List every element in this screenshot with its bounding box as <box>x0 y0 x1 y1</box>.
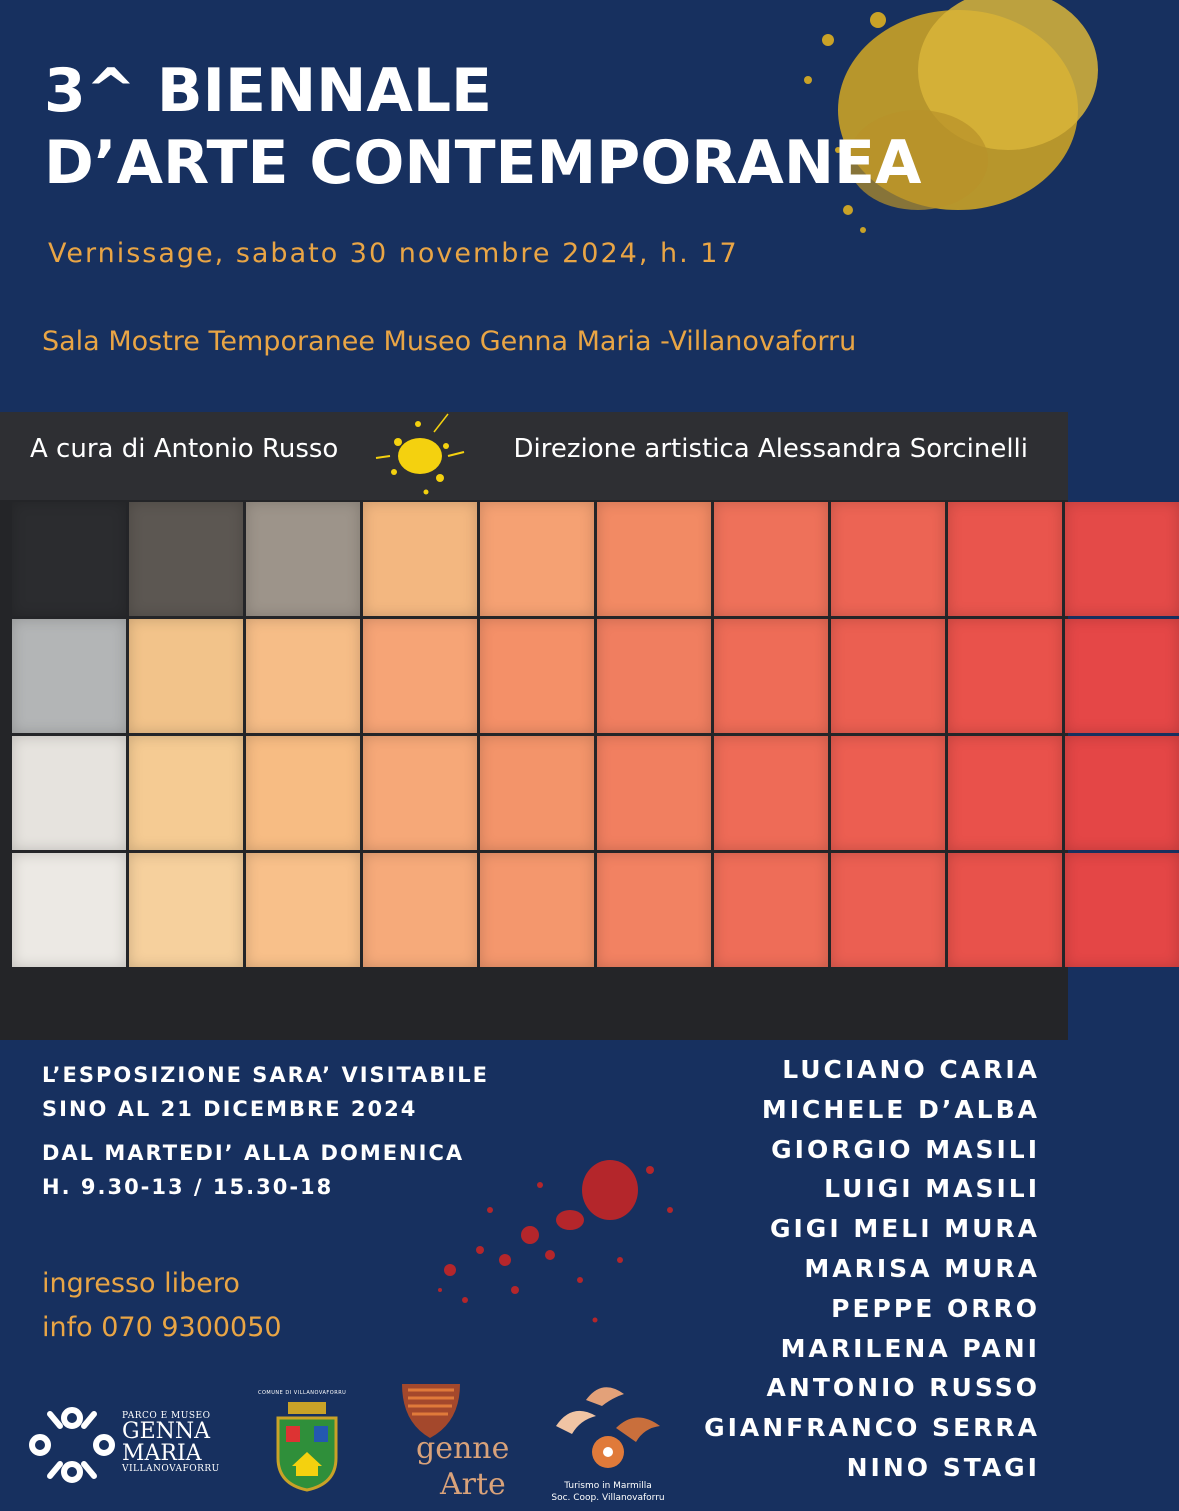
yellow-paint-splash-icon <box>368 412 468 500</box>
genne-arte-genne-text: genne <box>416 1431 510 1466</box>
artwork-tile <box>1065 619 1179 733</box>
credits-band <box>0 412 1068 500</box>
genne-arte-logo-icon <box>400 1382 510 1504</box>
artwork-image <box>0 500 1068 1040</box>
artwork-tile <box>1065 853 1179 967</box>
artwork-tile <box>831 502 945 616</box>
artist-name: ANTONIO RUSSO <box>766 1373 1040 1403</box>
director-credit: Direzione artistica Alessandra Sorcinelli <box>513 434 1028 464</box>
artwork-tile <box>129 619 243 733</box>
vernissage-date: Vernissage, sabato 30 novembre 2024, h. 17 <box>48 238 739 269</box>
artwork-tile <box>480 736 594 850</box>
title-line-2: D’ARTE CONTEMPORANEA <box>44 128 922 198</box>
artwork-tile <box>948 619 1062 733</box>
genna-maria-logo-icon <box>26 1404 118 1486</box>
artist-name: GIGI MELI MURA <box>769 1214 1040 1244</box>
venue: Sala Mostre Temporanee Museo Genna Maria -Villanovaforru <box>42 326 857 357</box>
genna-maria-logo-text: PARCO E MUSEO GENNA MARIA VILLANOVAFORRU <box>122 1411 220 1474</box>
artwork-tile <box>246 736 360 850</box>
artist-name: MARILENA PANI <box>780 1333 1040 1363</box>
artwork-tile <box>363 853 477 967</box>
artwork-tile <box>714 736 828 850</box>
turismo-marmilla-logo-icon <box>552 1382 664 1478</box>
artwork-tile <box>948 736 1062 850</box>
artwork-tile <box>12 502 126 616</box>
artwork-tile <box>129 502 243 616</box>
artwork-tile <box>363 502 477 616</box>
curator-credit: A cura di Antonio Russo <box>30 434 339 464</box>
turismo-marmilla-text: Turismo in Marmilla Soc. Coop. Villanovaforru <box>551 1481 665 1503</box>
artwork-tile <box>831 736 945 850</box>
artwork-tile <box>1065 502 1179 616</box>
artwork-tile <box>597 853 711 967</box>
artwork-tile <box>129 853 243 967</box>
page-title <box>44 55 921 199</box>
artist-name: LUIGI MASILI <box>824 1174 1040 1204</box>
artwork-tile <box>129 736 243 850</box>
red-paint-splash <box>420 1140 720 1340</box>
artwork-tile <box>246 502 360 616</box>
artwork-tile <box>12 853 126 967</box>
artwork-tile <box>480 619 594 733</box>
artwork-tile <box>12 736 126 850</box>
artwork-tile <box>363 619 477 733</box>
artwork-tile <box>714 619 828 733</box>
artwork-tile <box>831 853 945 967</box>
villanovaforru-coat-of-arms-icon <box>272 1400 342 1492</box>
info-phone: info 070 9300050 <box>42 1312 282 1343</box>
artwork-tile <box>246 853 360 967</box>
exhibition-line: H. 9.30-13 / 15.30-18 <box>42 1175 334 1199</box>
artwork-tile <box>597 502 711 616</box>
genne-arte-arte-text: Arte <box>440 1467 506 1502</box>
artwork-tile <box>363 736 477 850</box>
sponsor-logos <box>0 1378 1068 1511</box>
admission-info <box>42 1262 282 1350</box>
title-line-1: 3^ BIENNALE <box>44 56 493 126</box>
artwork-tile <box>714 853 828 967</box>
artist-name: LUCIANO CARIA <box>782 1055 1040 1084</box>
artist-name: MARISA MURA <box>804 1253 1040 1283</box>
artist-name: GIORGIO MASILI <box>771 1134 1040 1164</box>
artwork-tile <box>948 853 1062 967</box>
artist-name: MICHELE D’ALBA <box>761 1094 1040 1124</box>
artwork-tile <box>480 502 594 616</box>
free-admission: ingresso libero <box>42 1268 240 1299</box>
artwork-tile <box>12 619 126 733</box>
artist-name: GIANFRANCO SERRA <box>704 1413 1040 1443</box>
exhibition-line: SINO AL 21 DICEMBRE 2024 <box>42 1097 418 1121</box>
artwork-tile <box>597 619 711 733</box>
artwork-tile <box>714 502 828 616</box>
comune-label: COMUNE DI VILLANOVAFORRU <box>258 1390 347 1396</box>
artwork-tile <box>246 619 360 733</box>
artwork-tile <box>597 736 711 850</box>
artist-name: NINO STAGI <box>846 1452 1040 1482</box>
exhibition-line: DAL MARTEDI’ ALLA DOMENICA <box>42 1141 465 1165</box>
artwork-tile-grid <box>12 502 1179 967</box>
artist-name: PEPPE ORRO <box>831 1293 1040 1323</box>
artwork-tile <box>480 853 594 967</box>
artwork-tile <box>831 619 945 733</box>
artwork-tile <box>948 502 1062 616</box>
exhibition-line: L’ESPOSIZIONE SARA’ VISITABILE <box>42 1063 489 1087</box>
artwork-tile <box>1065 736 1179 850</box>
